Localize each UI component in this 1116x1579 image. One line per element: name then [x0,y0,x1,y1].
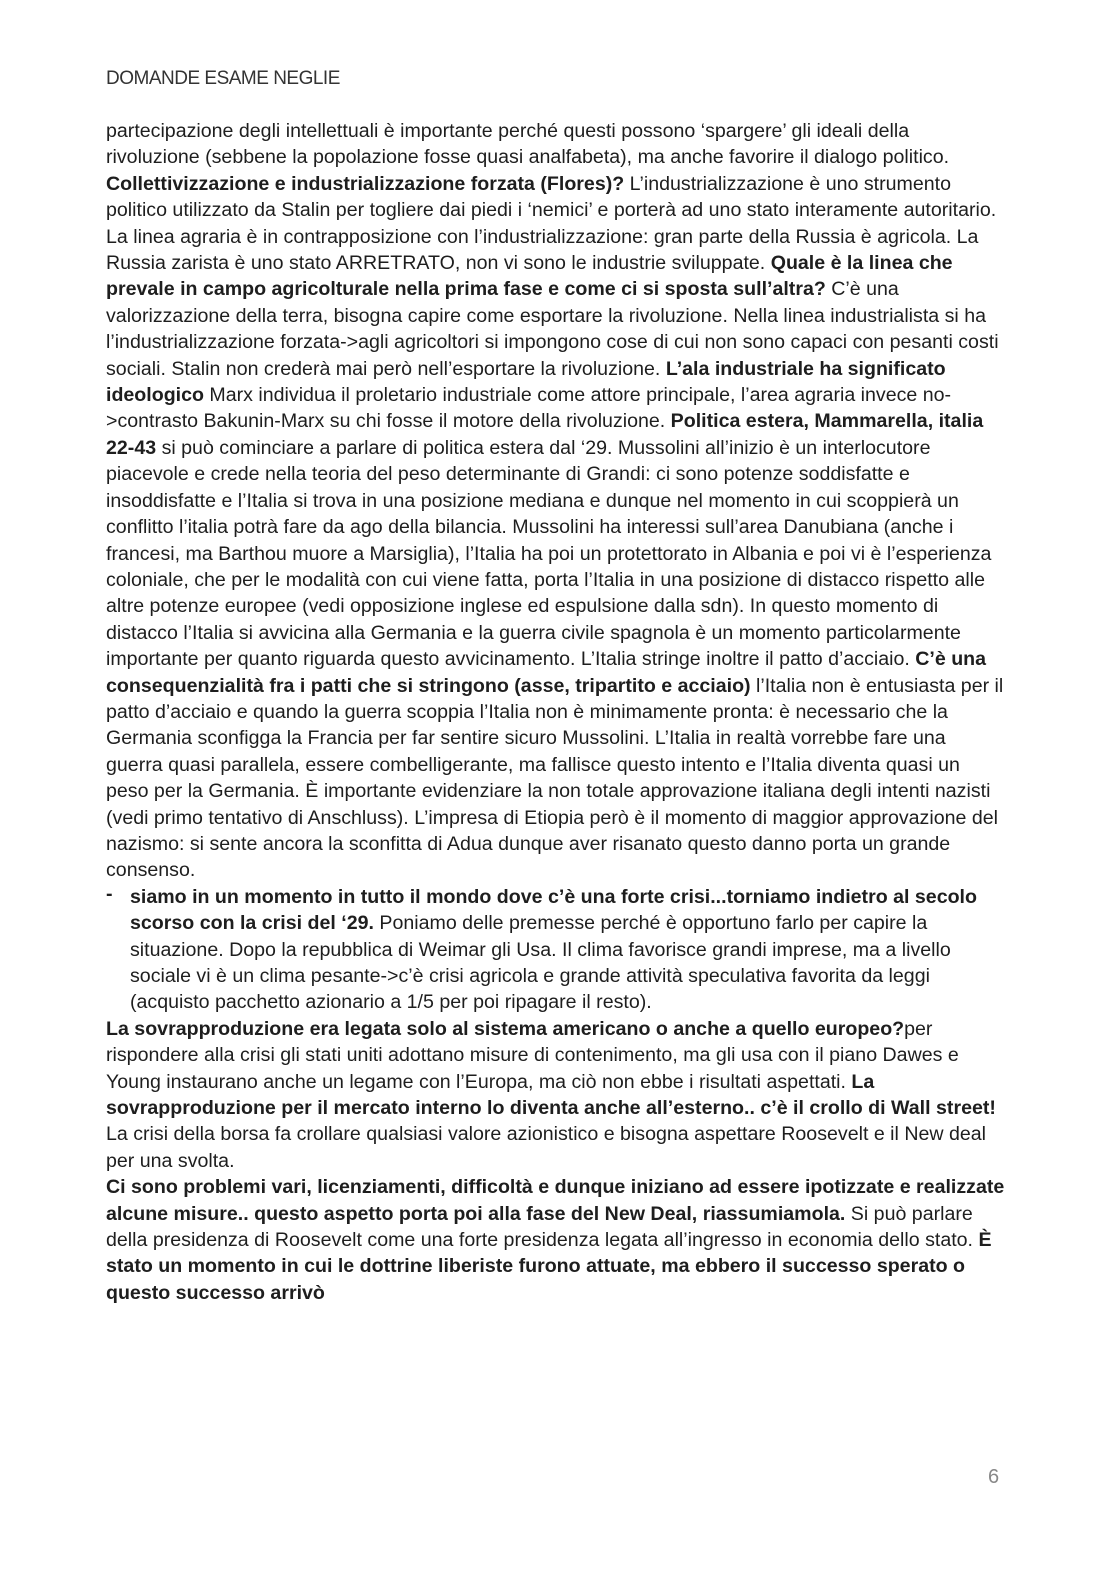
bold-question: La sovrapproduzione per il mercato interno lo diventa anche all’esterno.. c’è il crollo di Wall street! [106,1070,996,1120]
paragraph [106,118,1006,884]
page-header: DOMANDE ESAME NEGLIE [106,68,340,89]
text-run: Marx individua il proletario industriale come attore principale, l’area agraria invece no->contrasto Bakunin-Marx su chi fosse il motore della rivoluzione. [106,384,952,433]
text-run: per rispondere alla crisi gli stati uniti adottano misure di contenimento, ma gli usa con il piano Dawes e Young instaurano anche un legame con l’Europa, ma ciò non ebbe i risultati aspettati. [106,1017,959,1093]
bold-question: C’è una consequenzialità fra i patti che si stringono (asse, tripartito e acciaio) [106,648,987,697]
paragraph [106,1016,1006,1174]
bold-question: Collettivizzazione e industrializzazione forzata (Flores)? [106,172,625,195]
text-run: La crisi della borsa fa crollare qualsiasi valore azionistico e bisogna aspettare Roosevelt e il New deal per una svolta. [106,1123,987,1172]
bold-question: Politica estera, Mammarella, italia 22-43 [106,410,984,459]
bold-question: L’ala industriale ha significato ideologico [106,357,946,407]
bold-question: siamo in un momento in tutto il mondo dove c’è una forte crisi...torniamo indietro al secolo scorso con la crisi del ‘29. [130,885,977,935]
text-run: L’industrializzazione è uno strumento politico utilizzato da Stalin per togliere dai piedi i ‘nemici’ e porterà ad uno stato interamente autoritario. La linea agraria è in contrapposizione con l’industrializzazione: gran parte della Russia è agricola. La Russia zarista è uno stato ARRETRATO, non vi sono le industrie sviluppate. [106,172,997,275]
bold-question: La sovrapproduzione era legata solo al sistema americano o anche a quello europeo? [106,1017,905,1040]
bullet-item [106,884,1006,1016]
page-number: 6 [988,1466,1000,1488]
text-run: Poniamo delle premesse perché è opportuno farlo per capire la situazione. Dopo la repubblica di Weimar gli Usa. Il clima favorisce grandi imprese, ma a livello sociale vi è un clima pesante->c’è crisi agricola e grande attività speculativa favorita da leggi (acquisto pacchetto azionario a 1/5 per poi ripagare il resto). [130,912,951,1014]
text-run: Si può parlare della presidenza di Roosevelt come una forte presidenza legata all’ingresso in economia dello stato. [106,1202,979,1252]
bullet-dash: - [106,882,113,905]
bold-question: Ci sono problemi vari, licenziamenti, difficoltà e dunque iniziano ad essere ipotizzate e realizzate alcune misure.. questo aspetto porta poi alla fase del New Deal, riassumiamola. [106,1176,1005,1225]
document-body [106,118,1006,1306]
text-run: C’è una valorizzazione della terra, bisogna capire come esportare la rivoluzione. Nella linea industrialista si ha l’industrializzazione forzata->agli agricoltori si impongono cose di cui non sono capaci con pesanti costi sociali. Stalin non crederà mai però nell’esportare la rivoluzione. [106,278,999,380]
paragraph [106,1174,1006,1306]
text-run: partecipazione degli intellettuali è importante perché questi possono ‘spargere’ gli ideali della rivoluzione (sebbene la popolazione fosse quasi analfabeta), ma anche favorire il dialogo politico. [106,120,950,169]
bold-question: Quale è la linea che prevale in campo agricolturale nella prima fase e come ci si sposta sull’altra? [106,252,953,301]
bold-question: È stato un momento in cui le dottrine liberiste furono attuate, ma ebbero il successo sperato o questo successo arrivò [106,1229,992,1304]
text-run: si può cominciare a parlare di politica estera dal ‘29. Mussolini all’inizio è un interlocutore piacevole e crede nella teoria del peso determinante di Grandi: ci sono potenze soddisfatte e insoddisfatte e l’Italia si trova in una posizione mediana e dunque nel momento in cui scoppierà un conflitto l’italia potrà fare da ago della bilancia. Mussolini ha interessi sull’area Danubiana (anche i francesi, ma Barthou muore a Marsiglia), l’Italia ha poi un protettorato in Albania e poi vi è l’esperienza coloniale, che per le modalità con cui viene fatta, porta l’Italia in una posizione di distacco rispetto alle altre potenze europee (vedi opposizione inglese ed espulsione dalla sdn). In questo momento di distacco l’Italia si avvicina alla Germania e la guerra civile spagnola è un momento particolarmente importante per quanto riguarda questo avvicinamento. L’Italia stringe inoltre il patto d’acciaio. [106,436,992,671]
text-run: l’Italia non è entusiasta per il patto d’acciaio e quando la guerra scoppia l’Italia non è minimamente pronta: è necessario che la Germania sconfigga la Francia per far sentire sicuro Mussolini. L’Italia in realtà vorrebbe fare una guerra quasi parallela, essere combelligerante, ma fallisce questo intento e l’Italia diventa quasi un peso per la Germania. È importante evidenziare la non totale approvazione italiana degli intenti nazisti (vedi primo tentativo di Anschluss). L’impresa di Etiopia però è il momento di maggior approvazione del nazismo: si sente ancora la sconfitta di Adua dunque aver risanato questo danno porta un grande consenso. [106,674,1004,882]
